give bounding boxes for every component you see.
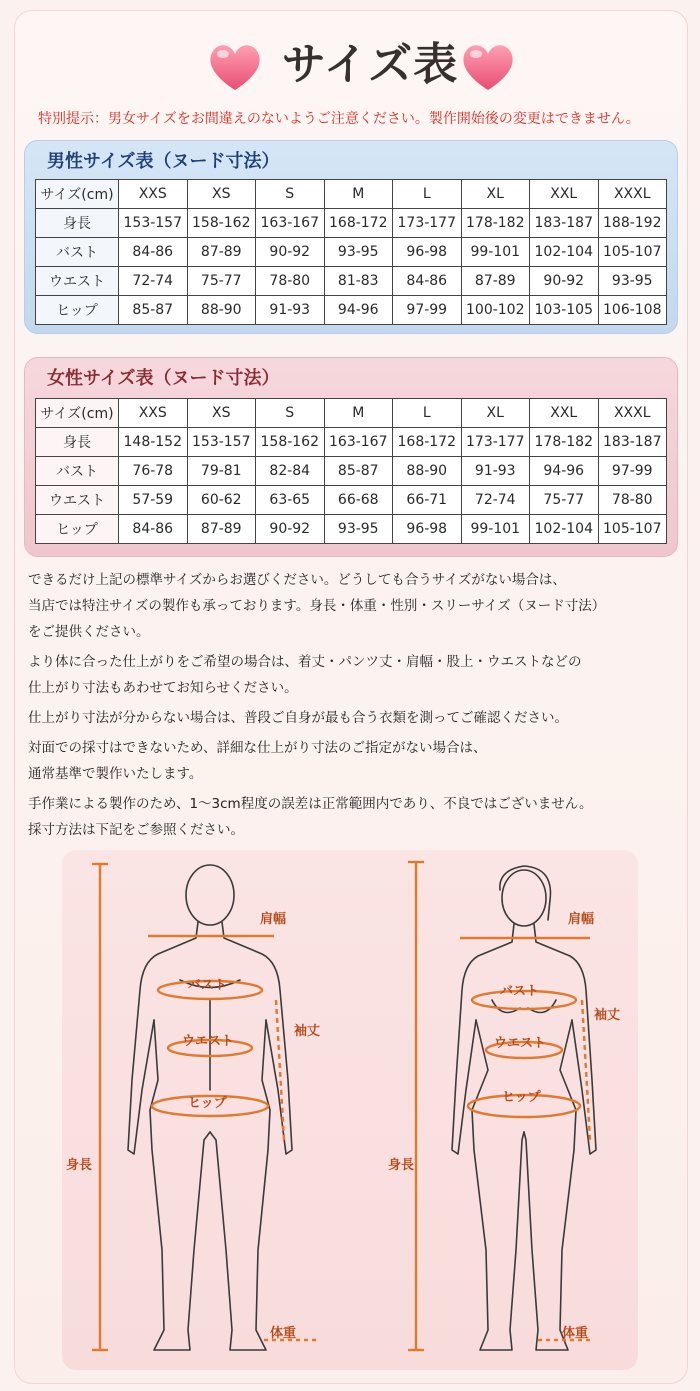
female-hip-label: ヒップ (502, 1090, 541, 1105)
table-cell: 173-177 (393, 209, 462, 238)
table-cell: 106-108 (598, 296, 667, 325)
table-row (36, 515, 667, 544)
table-cell: 84-86 (119, 238, 188, 267)
table-cell: 91-93 (256, 296, 325, 325)
table-cell: 96-98 (393, 238, 462, 267)
table-cell: S (256, 399, 325, 428)
table-cell: 66-68 (324, 486, 393, 515)
table-cell: 81-83 (324, 267, 393, 296)
table-cell: 79-81 (187, 457, 256, 486)
table-cell: XS (187, 180, 256, 209)
table-cell: 88-90 (393, 457, 462, 486)
table-cell: 93-95 (324, 515, 393, 544)
table-cell: 97-99 (393, 296, 462, 325)
men-size-panel (24, 140, 678, 334)
male-weight-label: 体重 (270, 1326, 297, 1341)
table-cell: 72-74 (461, 486, 530, 515)
table-cell: 99-101 (461, 238, 530, 267)
table-cell: 94-96 (324, 296, 393, 325)
female-shoulder-label: 肩幅 (568, 912, 595, 927)
table-cell: 97-99 (598, 457, 667, 486)
table-cell: 93-95 (598, 267, 667, 296)
table-cell: 57-59 (119, 486, 188, 515)
table-cell: 88-90 (187, 296, 256, 325)
table-cell: XXXL (598, 180, 667, 209)
table-cell: XL (461, 180, 530, 209)
table-cell: 94-96 (530, 457, 599, 486)
heart-icon (458, 40, 518, 94)
table-cell: XL (461, 399, 530, 428)
table-cell: 178-182 (461, 209, 530, 238)
male-shoulder-label: 肩幅 (260, 912, 287, 927)
table-cell: 153-157 (119, 209, 188, 238)
table-cell: 158-162 (187, 209, 256, 238)
table-cell: S (256, 180, 325, 209)
heart-icon (205, 40, 265, 94)
title-area (0, 30, 700, 100)
table-cell: 102-104 (530, 238, 599, 267)
table-cell: L (393, 180, 462, 209)
table-row (36, 209, 667, 238)
table-cell: 78-80 (598, 486, 667, 515)
table-cell: 85-87 (119, 296, 188, 325)
table-cell: 90-92 (256, 238, 325, 267)
table-cell: 76-78 (119, 457, 188, 486)
body-measurement-diagram (62, 850, 638, 1370)
table-cell: 90-92 (530, 267, 599, 296)
table-cell: 身長 (36, 428, 119, 457)
table-cell: バスト (36, 238, 119, 267)
info-paragraph: 対面での採寸はできないため、詳細な仕上がり寸法のご指定がない場合は、 (28, 740, 487, 756)
table-row (36, 267, 667, 296)
table-cell: バスト (36, 457, 119, 486)
table-header-row (36, 180, 667, 209)
table-cell: 75-77 (530, 486, 599, 515)
female-height-label: 身長 (388, 1158, 415, 1173)
table-row (36, 296, 667, 325)
table-cell: XXL (530, 180, 599, 209)
table-cell: 163-167 (324, 428, 393, 457)
table-header-row (36, 399, 667, 428)
male-height-label: 身長 (66, 1158, 93, 1173)
table-cell: 身長 (36, 209, 119, 238)
women-size-panel (24, 357, 678, 557)
table-cell: 158-162 (256, 428, 325, 457)
male-bust-label: バスト (188, 978, 228, 993)
table-cell: 85-87 (324, 457, 393, 486)
table-cell: 87-89 (461, 267, 530, 296)
table-cell: 75-77 (187, 267, 256, 296)
info-paragraph: 通常基準で製作いたします。 (28, 766, 203, 782)
table-cell: 87-89 (187, 238, 256, 267)
table-cell: 91-93 (461, 457, 530, 486)
page-title: サイズ表 (281, 39, 459, 90)
table-cell: 87-89 (187, 515, 256, 544)
men-size-table (35, 179, 667, 325)
info-paragraph: 採寸方法は下記をご参照ください。 (28, 822, 244, 838)
table-cell: 82-84 (256, 457, 325, 486)
table-cell: XXL (530, 399, 599, 428)
info-paragraph: できるだけ上記の標準サイズからお選びください。どうしても合うサイズがない場合は、 (28, 572, 566, 588)
notice-text: 特別提示：男女サイズをお間違えのないようご注意ください。製作開始後の変更はできません。 (38, 111, 640, 127)
table-row (36, 457, 667, 486)
table-cell: 148-152 (119, 428, 188, 457)
table-cell: M (324, 399, 393, 428)
table-cell: M (324, 180, 393, 209)
info-paragraph: より体に合った仕上がりをご希望の場合は、着丈・パンツ丈・肩幅・股上・ウエストなどの (28, 654, 582, 670)
table-cell: 99-101 (461, 515, 530, 544)
table-cell: 60-62 (187, 486, 256, 515)
men-table-title: 男性サイズ表（ヌード寸法） (47, 151, 280, 172)
table-cell: L (393, 399, 462, 428)
table-cell: XXXL (598, 399, 667, 428)
table-cell: 96-98 (393, 515, 462, 544)
female-waist-label: ウエスト (494, 1036, 547, 1051)
female-weight-label: 体重 (562, 1326, 589, 1341)
table-cell: ウエスト (36, 267, 119, 296)
table-cell: 100-102 (461, 296, 530, 325)
table-row (36, 428, 667, 457)
info-paragraph: 仕上がり寸法もあわせてお知らせください。 (28, 680, 298, 696)
table-cell: 173-177 (461, 428, 530, 457)
women-size-table (35, 398, 667, 544)
table-cell: 183-187 (598, 428, 667, 457)
table-cell: ヒップ (36, 296, 119, 325)
table-cell: XXS (119, 399, 188, 428)
table-cell: 102-104 (530, 515, 599, 544)
table-cell: 72-74 (119, 267, 188, 296)
male-hip-label: ヒップ (188, 1096, 227, 1111)
table-cell: サイズ(cm) (36, 180, 119, 209)
table-cell: 90-92 (256, 515, 325, 544)
info-paragraph: 当店では特注サイズの製作も承っております。身長・体重・性別・スリーサイズ（ヌード寸法） (28, 598, 606, 614)
table-cell: 66-71 (393, 486, 462, 515)
table-cell: 103-105 (530, 296, 599, 325)
female-sleeve-label: 袖丈 (594, 1008, 621, 1023)
table-cell: XS (187, 399, 256, 428)
table-cell: 153-157 (187, 428, 256, 457)
table-row (36, 486, 667, 515)
table-cell: 188-192 (598, 209, 667, 238)
measurement-figure (62, 850, 638, 1370)
male-waist-label: ウエスト (182, 1034, 235, 1049)
table-cell: 178-182 (530, 428, 599, 457)
table-cell: 105-107 (598, 515, 667, 544)
table-cell: 78-80 (256, 267, 325, 296)
table-cell: 63-65 (256, 486, 325, 515)
table-cell: ウエスト (36, 486, 119, 515)
male-sleeve-label: 袖丈 (294, 1024, 321, 1039)
women-table-title: 女性サイズ表（ヌード寸法） (47, 368, 280, 389)
info-paragraph: 手作業による製作のため、1〜3cm程度の誤差は正常範囲内であり、不良ではございません。 (28, 796, 593, 812)
table-cell: 93-95 (324, 238, 393, 267)
female-bust-label: バスト (500, 984, 540, 999)
info-paragraph: をご提供ください。 (28, 624, 150, 640)
table-cell: 163-167 (256, 209, 325, 238)
info-paragraph: 仕上がり寸法が分からない場合は、普段ご自身が最も合う衣類を測ってご確認ください。 (28, 710, 568, 726)
table-cell: 168-172 (324, 209, 393, 238)
table-row (36, 238, 667, 267)
table-cell: 105-107 (598, 238, 667, 267)
table-cell: ヒップ (36, 515, 119, 544)
table-cell: サイズ(cm) (36, 399, 119, 428)
table-cell: XXS (119, 180, 188, 209)
table-cell: 183-187 (530, 209, 599, 238)
table-cell: 168-172 (393, 428, 462, 457)
table-cell: 84-86 (393, 267, 462, 296)
table-cell: 84-86 (119, 515, 188, 544)
